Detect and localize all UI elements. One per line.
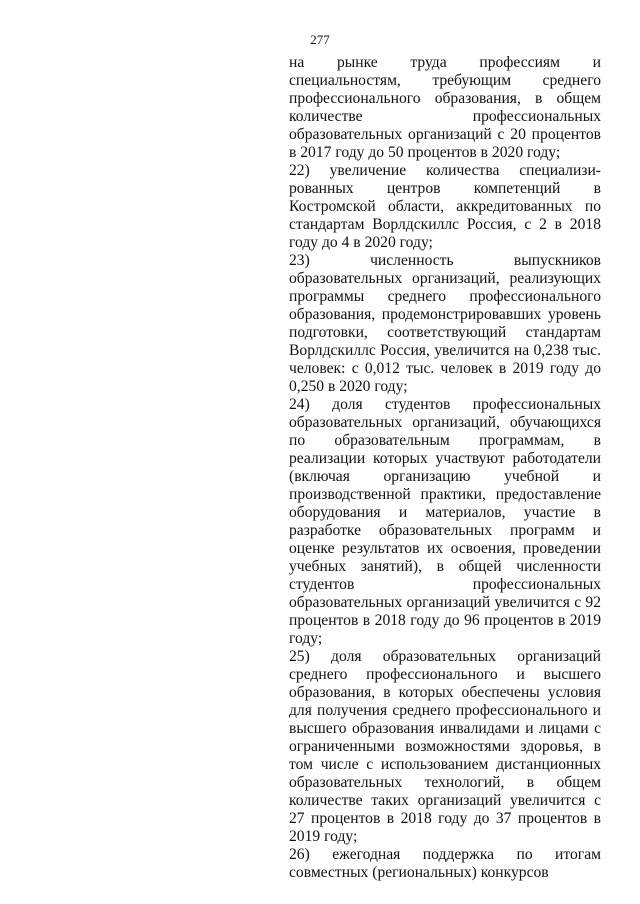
paragraph-item-24: 24) доля студентов профессиональных образовательных организаций, обучающихся по образовательным программам, в реализации которых участвуют работодатели (включая организацию учебной и производственной практики, предоставление оборудования и материалов, участие в разработке образовательных программ и оценке результатов их освоения, проведении учебных занятий), в общей численности студентов профессиональных образовательных организаций увеличится с 92 процентов в 2018 году до 96 процентов в 2019 году;: [289, 396, 601, 647]
paragraph-item-22: 22) увеличение количества специализи-рованных центров компетенций в Костромской области, аккредитованных по стандартам Ворлдскиллс Россия, с 2 в 2018 году до 4 в 2020 году;: [289, 162, 601, 251]
paragraph-item-23: 23) численность выпускников образовательных организаций, реализующих программы среднего профессионального образования, продемонстрировавших уровень подготовки, соответствующий стандартам Ворлдскиллс Россия, увеличится на 0,238 тыс. человек: с 0,012 тыс. человек в 2019 году до 0,250 в 2020 году;: [289, 252, 601, 395]
paragraph-item-26: 26) ежегодная поддержка по итогам совместных (региональных) конкурсов: [289, 846, 601, 881]
document-body: [289, 54, 601, 882]
page-number: 277: [310, 32, 330, 47]
paragraph-item-25: 25) доля образовательных организаций среднего профессионального и высшего образования, в которых обеспечены условия для получения среднего профессионального и высшего образования инвалидами и лицами с ограниченными возможностями здоровья, в том числе с использованием дистанционных образовательных технологий, в общем количестве таких организаций увеличится с 27 процентов в 2018 году до 37 процентов в 2019 году;: [289, 648, 601, 845]
paragraph-continuation: на рынке труда профессиям и специальностям, требующим среднего профессионального образования, в общем количестве профессиональных образовательных организаций с 20 процентов в 2017 году до 50 процентов в 2020 году;: [289, 54, 601, 161]
